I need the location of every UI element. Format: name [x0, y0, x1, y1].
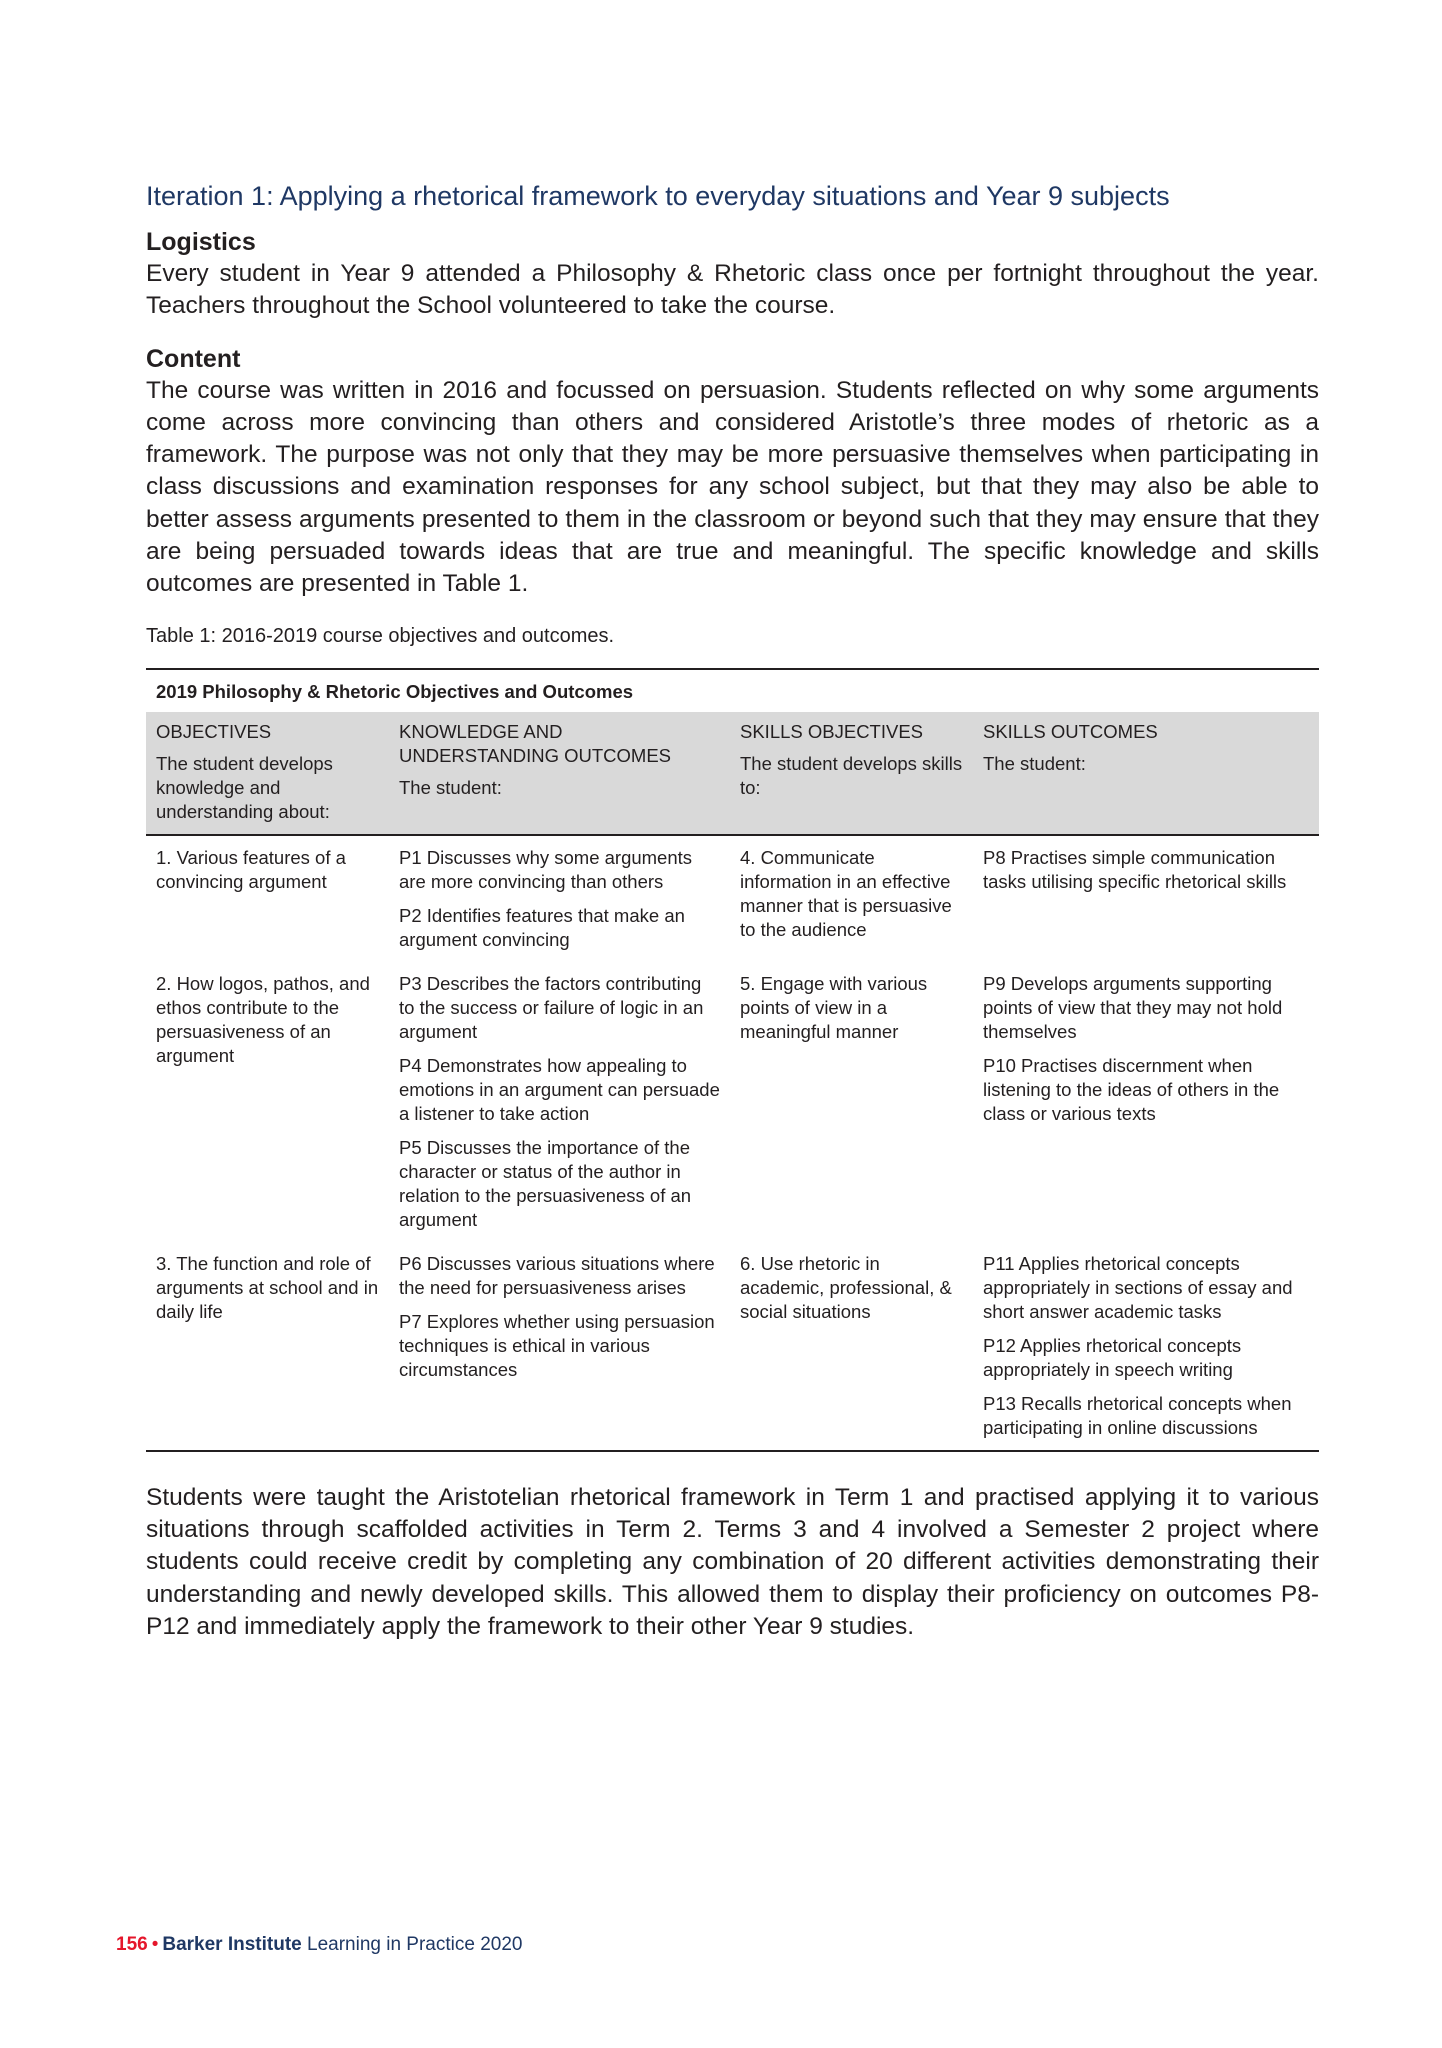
table-row	[146, 1242, 1319, 1451]
knowledge-cell	[389, 835, 730, 962]
outcome-item: P8 Practises simple communication tasks utilising specific rhetorical skills	[983, 846, 1287, 892]
column-header	[730, 712, 973, 835]
objective-cell: 2. How logos, pathos, and ethos contribute to the persuasiveness of an argument	[156, 972, 370, 1066]
skill-outcome-cell	[973, 1242, 1319, 1451]
logistics-subheading: Logistics	[146, 228, 256, 256]
table-title: 2019 Philosophy & Rhetoric Objectives and Outcomes	[156, 680, 634, 702]
outcome-item: P13 Recalls rhetorical concepts when participating in online discussions	[983, 1392, 1292, 1438]
column-header-sub: The student develops knowledge and understanding about:	[156, 752, 333, 822]
outcome-item: P3 Describes the factors contributing to the success or failure of logic in an argument	[399, 972, 704, 1042]
footer-separator: •	[151, 1934, 159, 1955]
column-header-sub: The student:	[399, 776, 502, 798]
objective-cell: 3. The function and role of arguments at school and in daily life	[156, 1252, 379, 1322]
objectives-table	[146, 668, 1319, 1452]
skill-objective-cell: 4. Communicate information in an effective manner that is persuasive to the audience	[740, 846, 952, 940]
outcome-item: P7 Explores whether using persuasion techniques is ethical in various circumstances	[399, 1310, 715, 1380]
column-header-sub: The student develops skills to:	[740, 752, 963, 798]
column-header-label: KNOWLEDGE AND UNDERSTANDING OUTCOMES	[399, 720, 672, 766]
table-caption: Table 1: 2016-2019 course objectives and outcomes.	[146, 624, 615, 647]
footer-publication: Learning in Practice 2020	[307, 1934, 523, 1955]
table-header-row	[146, 712, 1319, 835]
skill-objective-cell: 6. Use rhetoric in academic, professional, & social situations	[740, 1252, 952, 1322]
knowledge-cell	[389, 1242, 730, 1451]
content-paragraph: The course was written in 2016 and focussed on persuasion. Students reflected on why some arguments come across more convincing than others and considered Aristotle’s three modes of rhetoric as a framework. The purpose was not only that they may be more persuasive themselves when participating in class discussions and examination responses for any school subject, but that they may also be able to better assess arguments presented to them in the classroom or beyond such that they may ensure that they are being persuaded towards ideas that are true and meaningful. The specific knowledge and skills outcomes are presented in Table 1.	[146, 376, 1319, 598]
skill-objective-cell: 5. Engage with various points of view in a meaningful manner	[740, 972, 928, 1042]
knowledge-cell	[389, 962, 730, 1242]
table-row	[146, 962, 1319, 1242]
outcome-item: P1 Discusses why some arguments are more convincing than others	[399, 846, 693, 892]
page-number: 156	[116, 1934, 148, 1955]
outcome-item: P6 Discusses various situations where the need for persuasiveness arises	[399, 1252, 715, 1298]
column-header-label: SKILLS OBJECTIVES	[740, 720, 924, 742]
outcome-item: P4 Demonstrates how appealing to emotions in an argument can persuade a listener to take action	[399, 1054, 720, 1124]
skill-outcome-cell	[973, 962, 1319, 1242]
objective-cell: 1. Various features of a convincing argument	[156, 846, 346, 892]
skill-outcome-cell	[973, 835, 1319, 962]
outcome-item: P12 Applies rhetorical concepts appropriately in speech writing	[983, 1334, 1242, 1380]
outcome-item: P2 Identifies features that make an argument convincing	[399, 904, 685, 950]
closing-paragraph: Students were taught the Aristotelian rhetorical framework in Term 1 and practised applying it to various situations through scaffolded activities in Term 2. Terms 3 and 4 involved a Semester 2 project where students could receive credit by completing any combination of 20 different activities demonstrating their understanding and newly developed skills. This allowed them to display their proficiency on outcomes P8-P12 and immediately apply the framework to their other Year 9 studies.	[146, 1483, 1319, 1640]
outcome-item: P11 Applies rhetorical concepts appropriately in sections of essay and short answer academic tasks	[983, 1252, 1293, 1322]
column-header	[389, 712, 730, 835]
column-header-label: OBJECTIVES	[156, 720, 272, 742]
page-footer	[116, 1934, 523, 1956]
page-content	[146, 178, 1319, 1643]
outcome-item: P9 Develops arguments supporting points of view that they may not hold themselves	[983, 972, 1283, 1042]
footer-brand: Barker Institute	[162, 1934, 302, 1955]
column-header-sub: The student:	[983, 752, 1086, 774]
section-heading: Iteration 1: Applying a rhetorical framework to everyday situations and Year 9 subjects	[146, 181, 1170, 211]
logistics-paragraph: Every student in Year 9 attended a Philosophy & Rhetoric class once per fortnight throughout the year. Teachers throughout the School volunteered to take the course.	[146, 260, 1319, 320]
column-header	[146, 712, 389, 835]
content-subheading: Content	[146, 344, 241, 373]
outcome-item: P10 Practises discernment when listening to the ideas of others in the class or various texts	[983, 1054, 1280, 1124]
outcome-item: P5 Discusses the importance of the character or status of the author in relation to the persuasiveness of an argument	[399, 1136, 692, 1230]
table-row	[146, 835, 1319, 962]
column-header-label: SKILLS OUTCOMES	[983, 720, 1158, 742]
column-header	[973, 712, 1319, 835]
